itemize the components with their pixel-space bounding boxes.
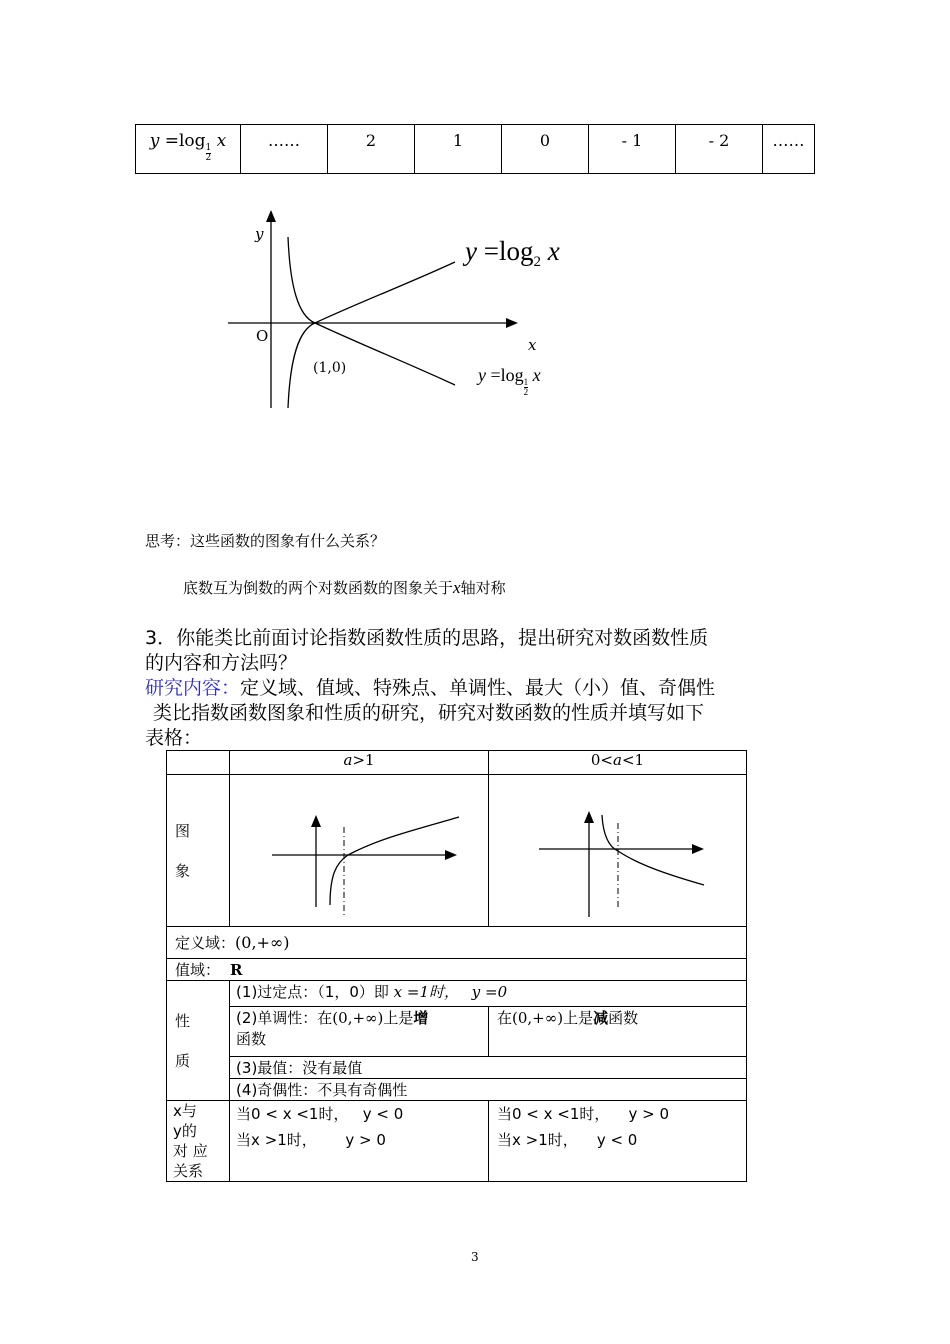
question-3 <box>145 626 825 751</box>
table-row <box>136 125 815 174</box>
value-table <box>135 124 815 174</box>
corner-cell <box>167 751 230 775</box>
graph-label-cell: 图 象 <box>167 775 230 927</box>
x-axis-label: x <box>528 336 537 354</box>
q3-line2: 的内容和方法吗？ <box>145 652 298 674</box>
answer-post: 轴对称 <box>460 579 506 597</box>
range-value: R <box>230 961 243 979</box>
y-axis-label: y <box>255 225 264 243</box>
table-row <box>167 775 747 927</box>
research-label: 研究内容： <box>145 677 241 699</box>
table-row <box>167 1079 747 1101</box>
monotonic-inc-cell: (2)单调性：在(0,+∞)上是增 函数 <box>230 1007 489 1057</box>
prop-label-cell: 性 质 <box>167 981 230 1101</box>
point-label: (1,0) <box>313 360 347 376</box>
answer-line <box>183 577 506 598</box>
domain-label: 定义域： <box>175 934 236 952</box>
value-cell: 0 <box>502 125 589 174</box>
method-line2: 表格： <box>145 727 203 749</box>
table-row <box>167 751 747 775</box>
answer-var: x <box>453 578 461 597</box>
domain-value: (0,+∞) <box>235 933 290 952</box>
range-cell <box>167 959 747 981</box>
method-line1: 类比指数函数图象和性质的研究，研究对数函数的性质并填写如下 <box>153 702 705 724</box>
table-row <box>167 959 747 981</box>
graph-a-lt-1 <box>489 775 746 925</box>
header-a-gt-1: a>1 <box>230 751 489 775</box>
correspondence-label-cell: x与 y的 对 应 关系 <box>167 1101 230 1182</box>
x-axis-arrow <box>506 318 518 328</box>
graph-a-lt-1-cell <box>489 775 747 927</box>
value-cell: - 1 <box>589 125 676 174</box>
domain-cell <box>167 927 747 959</box>
page-number: 3 <box>471 1250 479 1264</box>
y-axis-arrow <box>266 210 276 222</box>
header-a-lt-1: 0<a<1 <box>489 751 747 775</box>
table-row <box>167 927 747 959</box>
parity-cell: (4)奇偶性：不具有奇偶性 <box>230 1079 747 1101</box>
table-row <box>167 1101 747 1182</box>
think-question: 思考：这些函数的图象有什么关系？ <box>145 532 386 550</box>
research-text: 定义域、值域、特殊点、单调性、最大（小）值、奇偶性 <box>240 677 716 699</box>
table-row <box>167 1007 747 1057</box>
fixed-point-cell: (1)过定点：（1，0）即 x =1时， y =0 <box>230 981 747 1007</box>
curve-log2 <box>288 262 455 408</box>
graph-a-gt-1 <box>230 775 487 925</box>
research-line <box>145 676 825 701</box>
correspondence-a-gt-1: 当0 < x <1时， y < 0 当x >1时， y > 0 <box>230 1101 489 1182</box>
value-cell: …… <box>241 125 328 174</box>
properties-table <box>166 750 747 1182</box>
value-cell: 2 <box>328 125 415 174</box>
curve2-label: y =log $\frac{1}{2}$ x <box>478 365 541 397</box>
correspondence-a-lt-1: 当0 < x <1时， y > 0 当x >1时， y < 0 <box>489 1101 747 1182</box>
graph-a-gt-1-cell <box>230 775 489 927</box>
max-cell: (3)最值：没有最值 <box>230 1057 747 1079</box>
value-cell: 1 <box>415 125 502 174</box>
q3-line1: 3．你能类比前面讨论指数函数性质的思路，提出研究对数函数性质 <box>145 627 709 649</box>
curve1-label: $y =\log_2$ x <box>465 236 560 270</box>
value-cell: - 2 <box>676 125 763 174</box>
answer-pre: 底数互为倒数的两个对数函数的图象关于 <box>183 579 454 597</box>
origin-label: O <box>256 327 269 345</box>
range-label: 值域： <box>175 961 221 979</box>
value-cell: …… <box>763 125 815 174</box>
table-row <box>167 1057 747 1079</box>
monotonic-dec-cell: 在(0,+∞)上是减函数 <box>489 1007 747 1057</box>
row-label-cell: y =log $\frac{1}{2}$ x <box>136 125 241 174</box>
table-row <box>167 981 747 1007</box>
